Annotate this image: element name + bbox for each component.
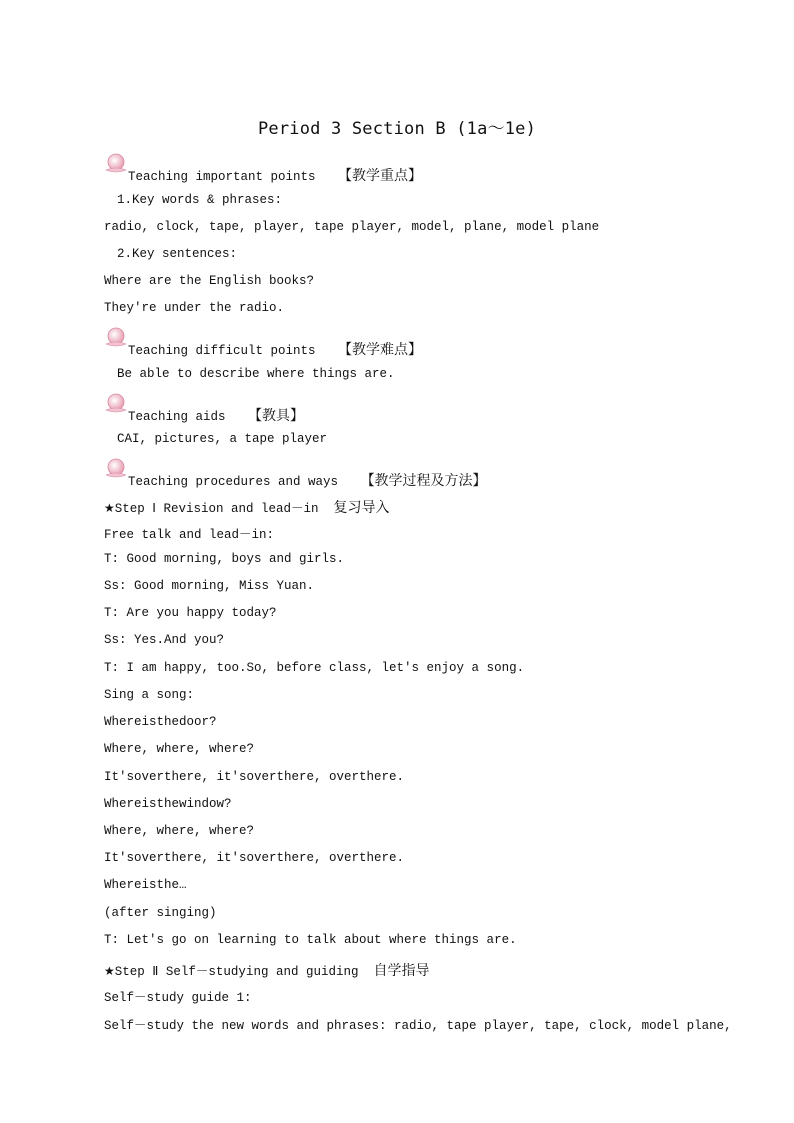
procedure-line: (after singing) xyxy=(104,906,217,920)
section-label-cn: 【教学重点】 xyxy=(338,168,423,184)
difficult-text: Be able to describe where things are. xyxy=(117,367,395,381)
procedure-line: Sing a song: xyxy=(104,688,195,702)
procedure-line: T: Good morning, boys and girls. xyxy=(104,552,345,566)
flower-bullet-icon xyxy=(104,326,128,350)
section-heading-important xyxy=(128,165,422,185)
key-sentence-1: Where are the English books? xyxy=(104,274,315,288)
procedure-line: T: Are you happy today? xyxy=(104,606,277,620)
section-label-cn: 【教学过程及方法】 xyxy=(360,473,487,489)
procedure-line: Self－study the new words and phrases: radio, tape player, tape, clock, model plane, xyxy=(104,1019,732,1033)
procedure-line: It'soverthere, it'soverthere, overthere. xyxy=(104,770,405,784)
section-heading-aids xyxy=(128,405,304,425)
step-label-cn: 自学指导 xyxy=(373,963,430,979)
procedure-line: Where, where, where? xyxy=(104,742,255,756)
flower-bullet-icon xyxy=(104,457,128,481)
procedure-line: Whereisthe… xyxy=(104,878,187,892)
procedure-line: T: I am happy, too.So, before class, let's enjoy a song. xyxy=(104,661,525,675)
key-sentences-heading: 2.Key sentences: xyxy=(117,247,238,261)
section-label: Teaching important points xyxy=(128,170,316,184)
procedure-line: Ss: Yes.And you? xyxy=(104,633,225,647)
section-label: Teaching aids xyxy=(128,410,226,424)
procedure-line: T: Let's go on learning to talk about where things are. xyxy=(104,933,517,947)
step-label: Step Ⅱ Self－studying and guiding xyxy=(114,965,359,979)
key-sentence-2: They're under the radio. xyxy=(104,301,285,315)
procedure-line: Where, where, where? xyxy=(104,824,255,838)
section-label: Teaching procedures and ways xyxy=(128,475,339,489)
flower-bullet-icon xyxy=(104,152,128,176)
page-title: Period 3 Section B (1a～1e) xyxy=(257,119,537,139)
section-heading-difficult xyxy=(128,339,422,359)
step-label: Step Ⅰ Revision and lead－in xyxy=(114,502,319,516)
procedure-line: It'soverthere, it'soverthere, overthere. xyxy=(104,851,405,865)
star-icon: ★ xyxy=(104,501,115,515)
section-label-cn: 【教学难点】 xyxy=(338,342,423,358)
section-label: Teaching difficult points xyxy=(128,344,316,358)
star-icon: ★ xyxy=(104,964,115,978)
step-label-cn: 复习导入 xyxy=(333,500,390,516)
section-label-cn: 【教具】 xyxy=(248,408,305,424)
flower-bullet-icon xyxy=(104,392,128,416)
section-heading-procedures xyxy=(128,470,487,490)
procedure-line: Ss: Good morning, Miss Yuan. xyxy=(104,579,315,593)
key-words-heading: 1.Key words & phrases: xyxy=(117,193,283,207)
step-1-heading xyxy=(104,497,390,517)
step-2-heading xyxy=(104,960,429,980)
procedure-line: Whereisthewindow? xyxy=(104,797,232,811)
procedure-line: Free talk and lead－in: xyxy=(104,528,275,542)
procedure-line: Self－study guide 1: xyxy=(104,991,252,1005)
aids-text: CAI, pictures, a tape player xyxy=(117,432,328,446)
procedure-line: Whereisthedoor? xyxy=(104,715,217,729)
key-words-list: radio, clock, tape, player, tape player, model, plane, model plane xyxy=(104,220,600,234)
